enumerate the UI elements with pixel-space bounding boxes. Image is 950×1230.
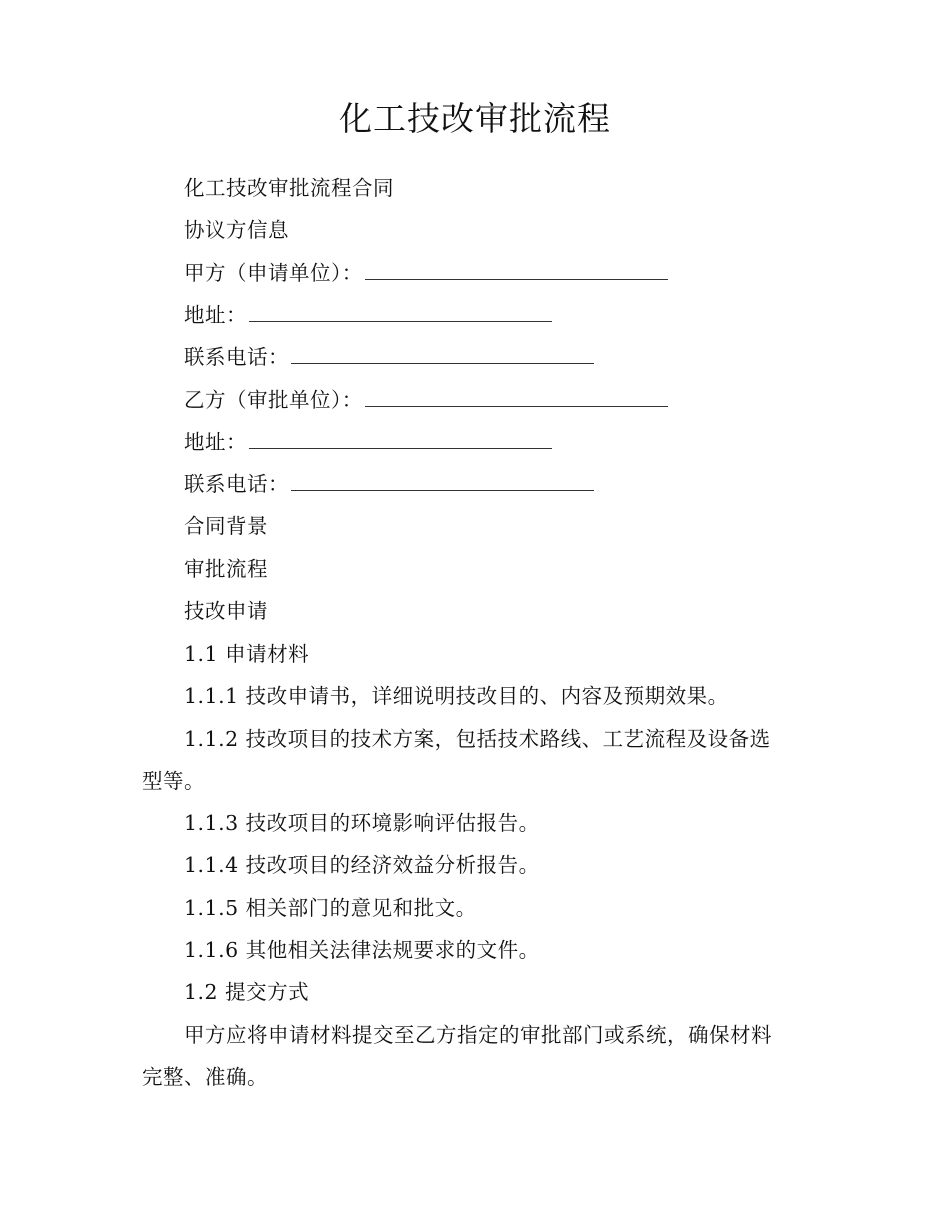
section-1-1: 1.1 申请材料 — [184, 642, 310, 666]
party-a-address-row — [184, 300, 552, 330]
application-heading: 技改申请 — [184, 599, 268, 623]
item-1-1-2: 1.1.2 技改项目的技术方案，包括技术路线、工艺流程及设备选 — [184, 727, 771, 751]
process-heading: 审批流程 — [184, 557, 268, 581]
party-b-address-field[interactable] — [249, 428, 552, 449]
party-b-row — [184, 385, 668, 415]
party-b-phone-row — [184, 469, 594, 499]
party-a-address-label: 地址： — [184, 303, 247, 327]
party-b-phone-label: 联系电话： — [184, 472, 289, 496]
document-title: 化工技改审批流程 — [339, 99, 611, 138]
party-b-label: 乙方（审批单位）： — [184, 388, 363, 412]
party-a-phone-label: 联系电话： — [184, 345, 289, 369]
party-a-address-field[interactable] — [249, 301, 552, 322]
item-1-1-2-continued: 型等。 — [142, 769, 205, 793]
contract-subtitle: 化工技改审批流程合同 — [184, 176, 394, 200]
section-1-2-text: 甲方应将申请材料提交至乙方指定的审批部门或系统，确保材料 — [184, 1023, 772, 1047]
party-b-address-row — [184, 427, 552, 457]
party-a-label: 甲方（申请单位）： — [184, 261, 363, 285]
party-a-phone-field[interactable] — [291, 343, 594, 364]
item-1-1-1: 1.1.1 技改申请书，详细说明技改目的、内容及预期效果。 — [184, 684, 729, 708]
section-1-2-text-continued: 完整、准确。 — [142, 1065, 268, 1089]
item-1-1-6: 1.1.6 其他相关法律法规要求的文件。 — [184, 938, 540, 962]
party-a-name-field[interactable] — [365, 259, 668, 280]
item-1-1-3: 1.1.3 技改项目的环境影响评估报告。 — [184, 811, 540, 835]
party-b-phone-field[interactable] — [291, 470, 594, 491]
item-1-1-5: 1.1.5 相关部门的意见和批文。 — [184, 896, 477, 920]
party-a-phone-row — [184, 342, 594, 372]
item-1-1-4: 1.1.4 技改项目的经济效益分析报告。 — [184, 853, 540, 877]
background-heading: 合同背景 — [184, 514, 268, 538]
section-1-2: 1.2 提交方式 — [184, 980, 310, 1004]
party-a-row — [184, 258, 668, 288]
party-b-address-label: 地址： — [184, 430, 247, 454]
party-b-name-field[interactable] — [365, 386, 668, 407]
parties-heading: 协议方信息 — [184, 218, 289, 242]
